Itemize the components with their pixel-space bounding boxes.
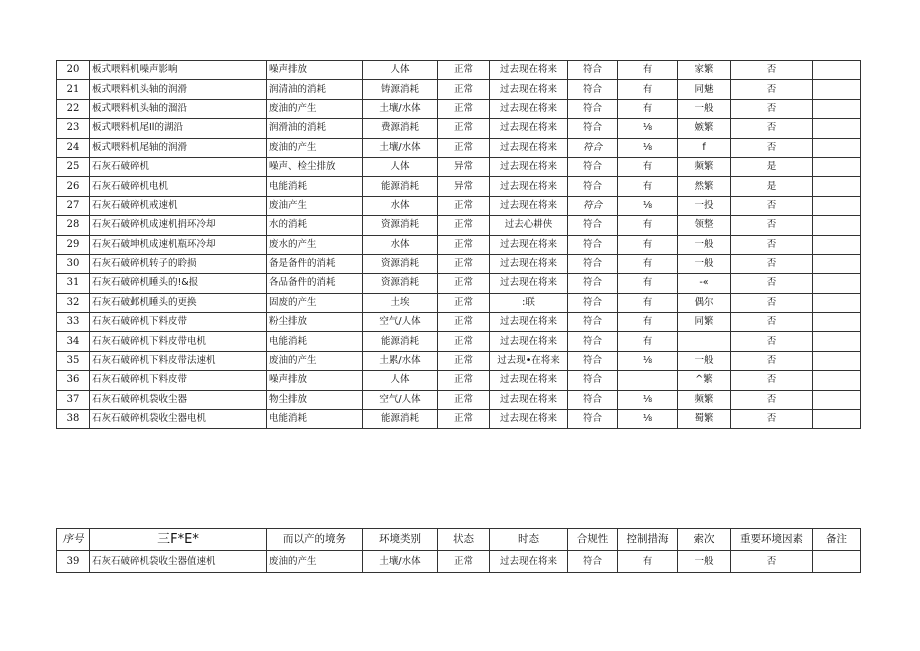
tense-cell: 过去现在将来 xyxy=(490,410,568,429)
remarks-cell xyxy=(813,99,861,118)
frequency-cell: f xyxy=(678,138,731,157)
aspect-cell: 电能消耗 xyxy=(267,332,363,351)
state-cell: 正常 xyxy=(438,332,490,351)
frequency-cell: 频繁 xyxy=(678,157,731,176)
compliance-cell: 符合 xyxy=(568,351,618,370)
compliance-cell: 符合 xyxy=(568,371,618,390)
aspect-cell: 废油的产生 xyxy=(267,351,363,370)
category-cell: 铸源消耗 xyxy=(363,80,438,99)
compliance-cell: 符合 xyxy=(568,196,618,215)
activity-cell: 石灰石破碎机下料皮带法速机 xyxy=(90,351,267,370)
serial-cell: 34 xyxy=(57,332,90,351)
header-compliance: 合规性 xyxy=(568,529,618,551)
activity-cell: 石灰石破碎机袋收尘器值速机 xyxy=(90,551,267,573)
category-cell: 人体 xyxy=(363,61,438,80)
frequency-cell: 频繁 xyxy=(678,390,731,409)
serial-cell: 23 xyxy=(57,119,90,138)
serial-cell: 38 xyxy=(57,410,90,429)
aspects-table-body xyxy=(57,61,861,429)
category-cell: 土壤/水体 xyxy=(363,551,438,573)
significant-cell: 是 xyxy=(731,157,813,176)
aspect-cell: 废油的产生 xyxy=(267,551,363,573)
compliance-cell: 符合 xyxy=(568,119,618,138)
table-row xyxy=(57,313,861,332)
state-cell: 正常 xyxy=(438,410,490,429)
frequency-cell: 领整 xyxy=(678,216,731,235)
aspect-cell: 电能消耗 xyxy=(267,177,363,196)
control-cell: ⅛ xyxy=(618,390,678,409)
activity-cell: 石灰石破碎机袋收尘器 xyxy=(90,390,267,409)
table-row xyxy=(57,351,861,370)
aspect-cell: 润清油的消耗 xyxy=(267,80,363,99)
tense-cell: 过去现在将来 xyxy=(490,119,568,138)
frequency-cell: 一般 xyxy=(678,235,731,254)
frequency-cell: 一投 xyxy=(678,196,731,215)
header-remarks: 备注 xyxy=(813,529,861,551)
state-cell: 正常 xyxy=(438,80,490,99)
tense-cell: 过去现在将来 xyxy=(490,196,568,215)
serial-cell: 39 xyxy=(57,551,90,573)
remarks-cell xyxy=(813,351,861,370)
remarks-cell xyxy=(813,371,861,390)
category-cell: 人体 xyxy=(363,371,438,390)
category-cell: 能源消耗 xyxy=(363,410,438,429)
frequency-cell: 家繁 xyxy=(678,61,731,80)
header-significant: 重要环境因素 xyxy=(731,529,813,551)
remarks-cell xyxy=(813,61,861,80)
control-cell: 有 xyxy=(618,293,678,312)
significant-cell: 否 xyxy=(731,313,813,332)
tense-cell: 过去心耕侠 xyxy=(490,216,568,235)
compliance-cell: 符合 xyxy=(568,410,618,429)
activity-cell: 板式喂料机头轴的润滑 xyxy=(90,80,267,99)
state-cell: 正常 xyxy=(438,254,490,273)
category-cell: 水体 xyxy=(363,196,438,215)
table-row xyxy=(57,177,861,196)
compliance-cell: 符合 xyxy=(568,157,618,176)
table-row xyxy=(57,119,861,138)
remarks-cell xyxy=(813,138,861,157)
frequency-cell: 偶尔 xyxy=(678,293,731,312)
significant-cell: 否 xyxy=(731,293,813,312)
table-row xyxy=(57,254,861,273)
state-cell: 正常 xyxy=(438,216,490,235)
serial-cell: 21 xyxy=(57,80,90,99)
serial-cell: 22 xyxy=(57,99,90,118)
significant-cell: 否 xyxy=(731,332,813,351)
remarks-cell xyxy=(813,390,861,409)
aspect-cell: 粉尘排放 xyxy=(267,313,363,332)
control-cell: 有 xyxy=(618,235,678,254)
serial-cell: 25 xyxy=(57,157,90,176)
compliance-cell: 符合 xyxy=(568,254,618,273)
tense-cell: 过去现在将来 xyxy=(490,61,568,80)
significant-cell: 否 xyxy=(731,235,813,254)
activity-cell: 石灰石破碎机袋收尘器电机 xyxy=(90,410,267,429)
control-cell: 有 xyxy=(618,274,678,293)
remarks-cell xyxy=(813,551,861,573)
activity-cell: 石灰石破碎机下料皮带电机 xyxy=(90,332,267,351)
significant-cell: 否 xyxy=(731,99,813,118)
state-cell: 正常 xyxy=(438,61,490,80)
header-category: 环境类别 xyxy=(363,529,438,551)
activity-cell: 石灰石破碎机戒速机 xyxy=(90,196,267,215)
frequency-cell xyxy=(678,332,731,351)
header-serial: 序号 xyxy=(57,529,90,551)
serial-cell: 31 xyxy=(57,274,90,293)
control-cell: 有 xyxy=(618,332,678,351)
tense-cell: 过去现在将来 xyxy=(490,274,568,293)
significant-cell: 否 xyxy=(731,371,813,390)
state-cell: 正常 xyxy=(438,235,490,254)
aspect-cell: 噪声排放 xyxy=(267,61,363,80)
aspect-cell: 噪声排放 xyxy=(267,371,363,390)
remarks-cell xyxy=(813,157,861,176)
header-state: 状态 xyxy=(438,529,490,551)
tense-cell: 过去现在将来 xyxy=(490,390,568,409)
state-cell: 正常 xyxy=(438,138,490,157)
control-cell: 有 xyxy=(618,80,678,99)
control-cell: ⅛ xyxy=(618,351,678,370)
tense-cell: 过去现在将来 xyxy=(490,177,568,196)
control-cell: 有 xyxy=(618,254,678,273)
state-cell: 异常 xyxy=(438,157,490,176)
activity-cell: 石灰石破碎机转子的聆损 xyxy=(90,254,267,273)
aspect-cell: 废油产生 xyxy=(267,196,363,215)
frequency-cell: 一般 xyxy=(678,99,731,118)
state-cell: 正常 xyxy=(438,390,490,409)
frequency-cell: 蜀繁 xyxy=(678,410,731,429)
remarks-cell xyxy=(813,216,861,235)
aspects-table xyxy=(56,60,861,429)
table-row xyxy=(57,274,861,293)
control-cell: ⅛ xyxy=(618,119,678,138)
serial-cell: 27 xyxy=(57,196,90,215)
category-cell: 费源消耗 xyxy=(363,119,438,138)
state-cell: 正常 xyxy=(438,551,490,573)
activity-cell: 石灰石破碎机电机 xyxy=(90,177,267,196)
category-cell: 土壤/水体 xyxy=(363,138,438,157)
remarks-cell xyxy=(813,410,861,429)
table-row xyxy=(57,390,861,409)
tense-cell: 过去现在将来 xyxy=(490,332,568,351)
tense-cell: 过去现在将来 xyxy=(490,313,568,332)
table-row xyxy=(57,138,861,157)
activity-cell: 石灰石破碎机下料皮带 xyxy=(90,313,267,332)
table-row xyxy=(57,196,861,215)
remarks-cell xyxy=(813,293,861,312)
control-cell: 有 xyxy=(618,157,678,176)
tense-cell: 过去现在将来 xyxy=(490,80,568,99)
continuation-table-body xyxy=(57,551,861,573)
significant-cell: 否 xyxy=(731,196,813,215)
category-cell: 能源消耗 xyxy=(363,177,438,196)
compliance-cell: 符合 xyxy=(568,61,618,80)
remarks-cell xyxy=(813,235,861,254)
serial-cell: 37 xyxy=(57,390,90,409)
compliance-cell: 符合 xyxy=(568,313,618,332)
tense-cell: 过去现在将来 xyxy=(490,551,568,573)
remarks-cell xyxy=(813,196,861,215)
compliance-cell: 符合 xyxy=(568,293,618,312)
aspect-cell: 各品备件的消耗 xyxy=(267,274,363,293)
remarks-cell xyxy=(813,313,861,332)
frequency-cell: 一般 xyxy=(678,254,731,273)
significant-cell: 否 xyxy=(731,274,813,293)
continuation-table xyxy=(56,528,861,573)
serial-cell: 26 xyxy=(57,177,90,196)
category-cell: 资源消耗 xyxy=(363,254,438,273)
compliance-cell: 符合 xyxy=(568,138,618,157)
control-cell: ⅛ xyxy=(618,410,678,429)
header-control: 控制措海 xyxy=(618,529,678,551)
activity-cell: 石灰石破碎机成速机捐环冷却 xyxy=(90,216,267,235)
aspect-cell: 废油的产生 xyxy=(267,138,363,157)
activity-cell: 板式喂料机尾Il的湖沿 xyxy=(90,119,267,138)
compliance-cell: 符合 xyxy=(568,80,618,99)
aspect-cell: 物尘排放 xyxy=(267,390,363,409)
compliance-cell: 符合 xyxy=(568,177,618,196)
serial-cell: 36 xyxy=(57,371,90,390)
serial-cell: 20 xyxy=(57,61,90,80)
significant-cell: 否 xyxy=(731,410,813,429)
compliance-cell: 符合 xyxy=(568,274,618,293)
header-tense: 时态 xyxy=(490,529,568,551)
table-row xyxy=(57,99,861,118)
control-cell: 有 xyxy=(618,177,678,196)
control-cell: 有 xyxy=(618,61,678,80)
remarks-cell xyxy=(813,177,861,196)
state-cell: 正常 xyxy=(438,313,490,332)
category-cell: 资源消耗 xyxy=(363,274,438,293)
tense-cell: 过去现在将来 xyxy=(490,371,568,390)
significant-cell: 否 xyxy=(731,80,813,99)
frequency-cell: 嫉繁 xyxy=(678,119,731,138)
table-row xyxy=(57,410,861,429)
serial-cell: 33 xyxy=(57,313,90,332)
category-cell: 土壤/水体 xyxy=(363,99,438,118)
serial-cell: 30 xyxy=(57,254,90,273)
significant-cell: 是 xyxy=(731,177,813,196)
tense-cell: 过去现•在将来 xyxy=(490,351,568,370)
category-cell: 土累/水体 xyxy=(363,351,438,370)
aspect-cell: 润滑油的消耗 xyxy=(267,119,363,138)
activity-cell: 板式喂料机尾轴的润滑 xyxy=(90,138,267,157)
tense-cell: 过去现在将来 xyxy=(490,235,568,254)
significant-cell: 否 xyxy=(731,61,813,80)
category-cell: 资源消耗 xyxy=(363,216,438,235)
category-cell: 空气/人体 xyxy=(363,313,438,332)
activity-cell: 板式喂料机噪声影响 xyxy=(90,61,267,80)
aspect-cell: 电能消耗 xyxy=(267,410,363,429)
remarks-cell xyxy=(813,332,861,351)
continuation-header-row xyxy=(57,529,861,551)
significant-cell: 否 xyxy=(731,351,813,370)
header-frequency: 索次 xyxy=(678,529,731,551)
activity-cell: 板式喂料机头轴的溜沿 xyxy=(90,99,267,118)
header-aspect: 而以产的境务 xyxy=(267,529,363,551)
significant-cell: 否 xyxy=(731,138,813,157)
category-cell: 能源消耗 xyxy=(363,332,438,351)
remarks-cell xyxy=(813,254,861,273)
table-row xyxy=(57,235,861,254)
control-cell: 有 xyxy=(618,551,678,573)
remarks-cell xyxy=(813,274,861,293)
significant-cell: 否 xyxy=(731,551,813,573)
control-cell: ⅛ xyxy=(618,138,678,157)
state-cell: 正常 xyxy=(438,196,490,215)
table-row xyxy=(57,371,861,390)
aspect-cell: 噪声、检尘排放 xyxy=(267,157,363,176)
header-activity: 三F*E* xyxy=(90,529,267,551)
compliance-cell: 符合 xyxy=(568,235,618,254)
significant-cell: 否 xyxy=(731,390,813,409)
control-cell: 有 xyxy=(618,313,678,332)
serial-cell: 24 xyxy=(57,138,90,157)
significant-cell: 否 xyxy=(731,216,813,235)
tense-cell: 过去现在将来 xyxy=(490,254,568,273)
frequency-cell: 同繁 xyxy=(678,313,731,332)
activity-cell: 石灰石破邺机睡头的更换 xyxy=(90,293,267,312)
state-cell: 正常 xyxy=(438,119,490,138)
frequency-cell: 一般 xyxy=(678,551,731,573)
tense-cell: 过去现在将来 xyxy=(490,138,568,157)
state-cell: 正常 xyxy=(438,293,490,312)
state-cell: 正常 xyxy=(438,371,490,390)
state-cell: 正常 xyxy=(438,351,490,370)
serial-cell: 35 xyxy=(57,351,90,370)
activity-cell: 石灰石破碎机下料皮带 xyxy=(90,371,267,390)
table-row xyxy=(57,293,861,312)
table-row xyxy=(57,157,861,176)
aspect-cell: 废水的产生 xyxy=(267,235,363,254)
compliance-cell: 符合 xyxy=(568,390,618,409)
control-cell: 有 xyxy=(618,99,678,118)
compliance-cell: 符合 xyxy=(568,99,618,118)
tense-cell: 过去现在将来 xyxy=(490,99,568,118)
compliance-cell: 符合 xyxy=(568,551,618,573)
table-row xyxy=(57,332,861,351)
state-cell: 正常 xyxy=(438,99,490,118)
aspect-cell: 废油的产生 xyxy=(267,99,363,118)
significant-cell: 否 xyxy=(731,119,813,138)
compliance-cell: 符合 xyxy=(568,332,618,351)
tense-cell: :联 xyxy=(490,293,568,312)
state-cell: 异常 xyxy=(438,177,490,196)
category-cell: 土埃 xyxy=(363,293,438,312)
table-row xyxy=(57,80,861,99)
remarks-cell xyxy=(813,80,861,99)
table-row xyxy=(57,551,861,573)
frequency-cell: 同魅 xyxy=(678,80,731,99)
serial-cell: 32 xyxy=(57,293,90,312)
table-row xyxy=(57,216,861,235)
control-cell xyxy=(618,371,678,390)
control-cell: 有 xyxy=(618,216,678,235)
remarks-cell xyxy=(813,119,861,138)
category-cell: 水体 xyxy=(363,235,438,254)
category-cell: 空气/人体 xyxy=(363,390,438,409)
significant-cell: 否 xyxy=(731,254,813,273)
aspect-cell: 水的消耗 xyxy=(267,216,363,235)
frequency-cell: ^繁 xyxy=(678,371,731,390)
aspect-cell: 固废的产生 xyxy=(267,293,363,312)
frequency-cell: -« xyxy=(678,274,731,293)
compliance-cell: 符合 xyxy=(568,216,618,235)
serial-cell: 29 xyxy=(57,235,90,254)
tense-cell: 过去现在将来 xyxy=(490,157,568,176)
category-cell: 人体 xyxy=(363,157,438,176)
serial-cell: 28 xyxy=(57,216,90,235)
state-cell: 正常 xyxy=(438,274,490,293)
activity-cell: 石灰石破坤机成速机瓶环冷却 xyxy=(90,235,267,254)
aspect-cell: 备是备件的消耗 xyxy=(267,254,363,273)
table-row xyxy=(57,61,861,80)
control-cell: ⅛ xyxy=(618,196,678,215)
frequency-cell: 然繁 xyxy=(678,177,731,196)
activity-cell: 石灰石破碎机 xyxy=(90,157,267,176)
activity-cell: 石灰石破碎机睡头的!&报 xyxy=(90,274,267,293)
frequency-cell: 一般 xyxy=(678,351,731,370)
